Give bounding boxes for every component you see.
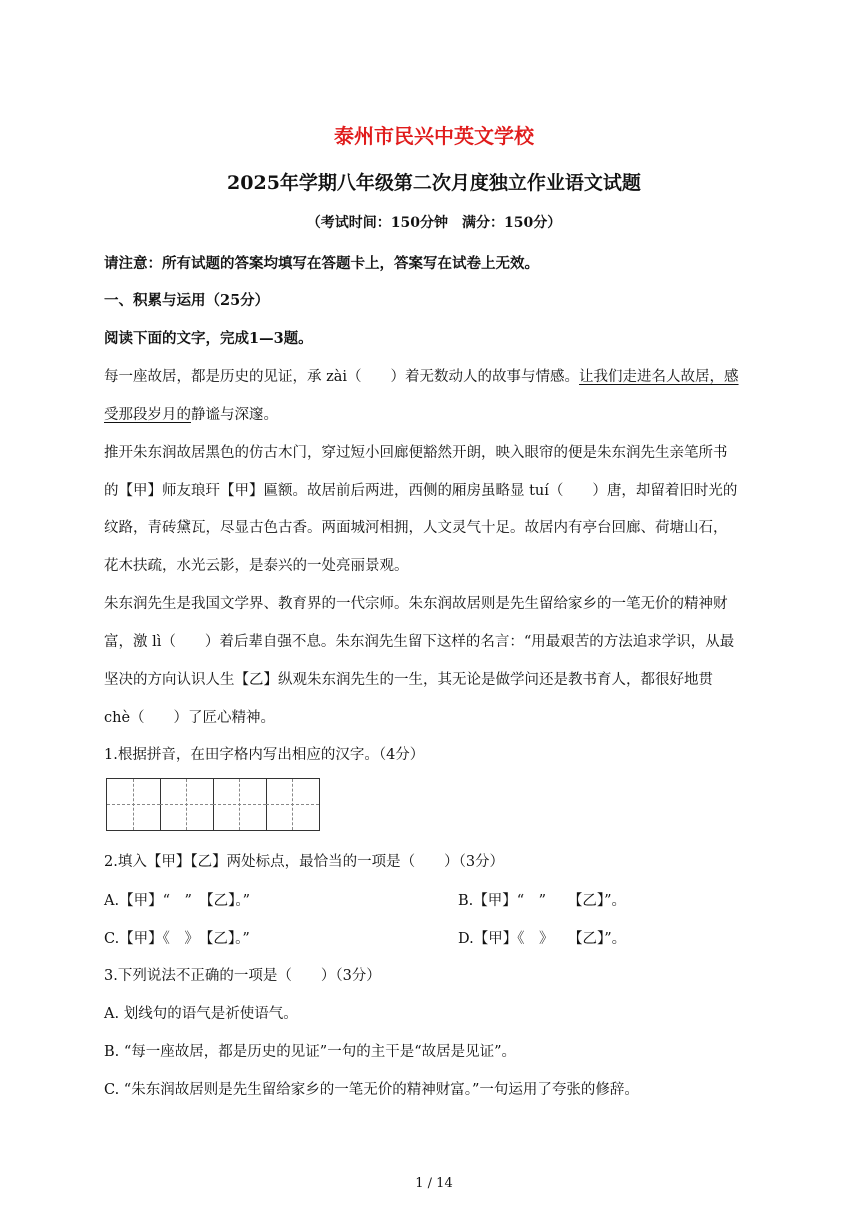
tianzige-grid[interactable] bbox=[106, 778, 320, 831]
option-c: C.【甲】《 》 【乙】。” bbox=[104, 931, 250, 947]
passage-line: 纹路，青砖黛瓦，尽显古色古香。两面城河相拥，人文灵气十足。故居内有亭台回廊、荷塘山石， bbox=[104, 520, 728, 536]
exam-title: 2025年学期八年级第二次月度独立作业语文试题 bbox=[227, 172, 641, 194]
option-a: A.【甲】“ ” 【乙】。” bbox=[104, 893, 251, 909]
passage-text: 每一座故居，都是历史的见证，承 zài（ ）着无数动人的故事与情感。 bbox=[104, 369, 580, 385]
grid-cell[interactable] bbox=[266, 779, 320, 830]
underlined-sentence: 受那段岁月的 bbox=[104, 407, 191, 423]
option-d: D.【甲】《 》 【乙】”。 bbox=[458, 931, 627, 947]
underlined-sentence: 让我们走进名人故居，感 bbox=[579, 369, 739, 385]
grid-cell[interactable] bbox=[160, 779, 214, 830]
passage-line: 花木扶疏，水光云影，是泰兴的一处亮丽景观。 bbox=[104, 558, 409, 574]
passage-line bbox=[104, 403, 278, 424]
notice: 请注意：所有试题的答案均填写在答题卡上，答案写在试卷上无效。 bbox=[104, 255, 539, 272]
passage-line bbox=[104, 365, 739, 386]
grid-cell[interactable] bbox=[107, 779, 161, 830]
question-3: 3.下列说法不正确的一项是（ ）（3分） bbox=[104, 968, 381, 984]
option-c: C. “朱东润故居则是先生留给家乡的一笔无价的精神财富。”一句运用了夸张的修辞。 bbox=[104, 1082, 639, 1098]
question-2: 2.填入【甲】【乙】两处标点，最恰当的一项是（ ）（3分） bbox=[104, 854, 505, 870]
reading-instruction: 阅读下面的文字，完成1—3题。 bbox=[104, 330, 313, 347]
section-heading: 一、积累与运用（25分） bbox=[104, 292, 270, 309]
question-1: 1.根据拼音，在田字格内写出相应的汉字。（4分） bbox=[104, 747, 425, 763]
passage-line: 推开朱东润故居黑色的仿古木门，穿过短小回廊便豁然开朗，映入眼帘的便是朱东润先生亲笔所书 bbox=[104, 445, 728, 461]
exam-info: （考试时间：150分钟 满分：150分） bbox=[306, 215, 562, 231]
option-b: B. “每一座故居，都是历史的见证”一句的主干是“故居是见证”。 bbox=[104, 1044, 517, 1060]
passage-text: 静谧与深邃。 bbox=[191, 407, 278, 423]
passage-line: chè（ ）了匠心精神。 bbox=[104, 710, 276, 726]
option-b: B.【甲】“ ” 【乙】”。 bbox=[458, 893, 627, 909]
school-name: 泰州市民兴中英文学校 bbox=[334, 124, 534, 148]
passage-line: 坚决的方向认识人生【乙】纵观朱东润先生的一生，其无论是做学问还是教书育人，都很好地贯 bbox=[104, 672, 713, 688]
passage-line: 朱东润先生是我国文学界、教育界的一代宗师。朱东润故居则是先生留给家乡的一笔无价的精神财 bbox=[104, 596, 728, 612]
page-number: 1 / 14 bbox=[415, 1176, 453, 1191]
option-a: A. 划线句的语气是祈使语气。 bbox=[104, 1006, 298, 1022]
passage-line: 的【甲】师友琅玕【甲】匾额。故居前后两进，西侧的厢房虽略显 tuí（ ）唐，却留着旧时光的 bbox=[104, 483, 738, 499]
grid-cell[interactable] bbox=[213, 779, 267, 830]
passage-line: 富，激 lì（ ）着后辈自强不息。朱东润先生留下这样的名言：“用最艰苦的方法追求学识，从最 bbox=[104, 634, 735, 650]
